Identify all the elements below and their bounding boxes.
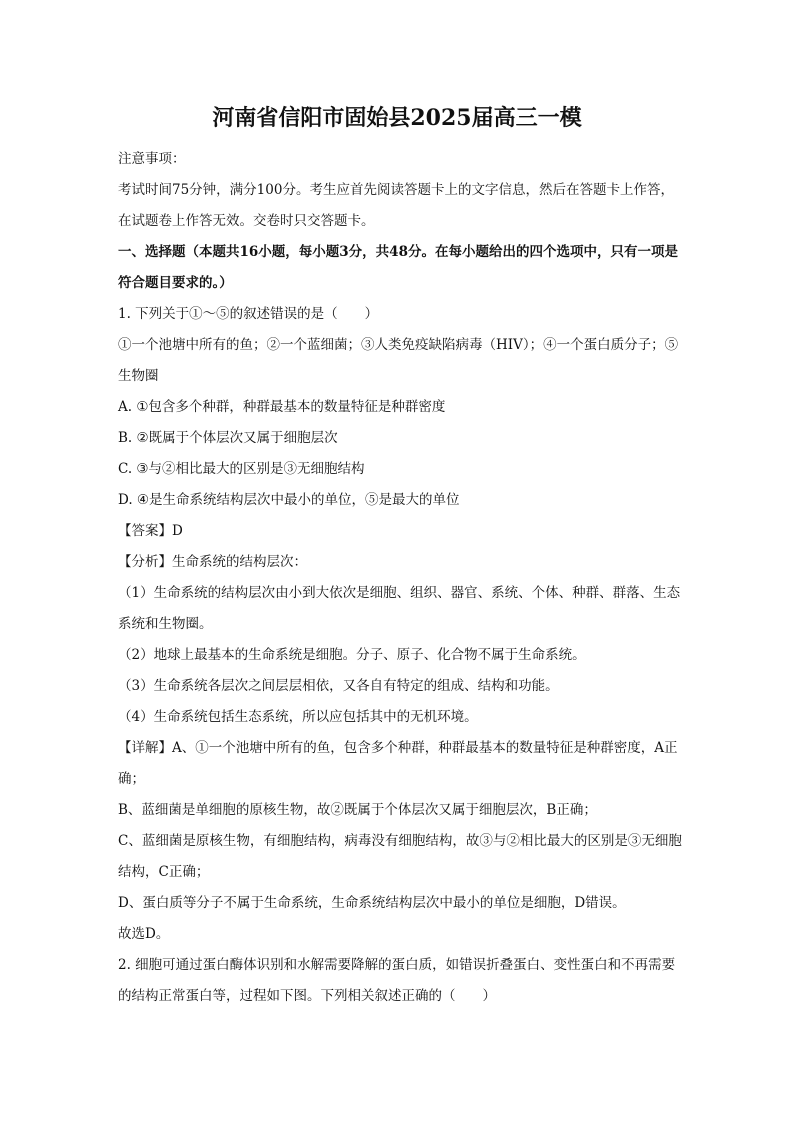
analysis-point: （3）生命系统各层次之间层层相依，又各自有特定的组成、结构和功能。 [118, 678, 559, 694]
analysis-point: （2）地球上最基本的生命系统是细胞。分子、原子、化合物不属于生命系统。 [118, 647, 586, 663]
detail-line: D、蛋白质等分子不属于生命系统，生命系统结构层次中最小的单位是细胞，D错误。 [118, 895, 626, 911]
answer: 【答案】D [118, 523, 183, 539]
question-1-stem: 1. 下列关于①～⑤的叙述错误的是（ ） [118, 306, 379, 322]
option-d: D. ④是生命系统结构层次中最小的单位，⑤是最大的单位 [118, 492, 460, 508]
analysis-point: （4）生命系统包括生态系统，所以应包括其中的无机环境。 [118, 709, 478, 725]
detail-line: 【详解】A、①一个池塘中所有的鱼，包含多个种群，种群最基本的数量特征是种群密度，A正确； [118, 740, 678, 787]
option-a: A. ①包含多个种群，种群最基本的数量特征是种群密度 [118, 399, 446, 415]
detail-line: B、蓝细菌是单细胞的原核生物，故②既属于个体层次又属于细胞层次，B正确； [118, 802, 597, 818]
analysis-heading: 【分析】生命系统的结构层次： [118, 554, 307, 570]
question-1-items: ①一个池塘中所有的鱼；②一个蓝细菌；③人类免疫缺陷病毒（HIV）；④一个蛋白质分子；⑤生物圈 [118, 337, 679, 384]
notice-heading: 注意事项： [118, 151, 186, 167]
detail-line: 故选D。 [118, 926, 170, 942]
option-c: C. ③与②相比最大的区别是③无细胞结构 [118, 461, 365, 477]
section-heading: 一、选择题（本题共16小题，每小题3分，共48分。在每小题给出的四个选项中，只有一项是符合题目要求的。） [118, 244, 678, 291]
option-b: B. ②既属于个体层次又属于细胞层次 [118, 430, 338, 446]
detail-line: C、蓝细菌是原核生物，有细胞结构，病毒没有细胞结构，故③与②相比最大的区别是③无细胞结构，C正确； [118, 833, 682, 880]
question-2-stem: 2. 细胞可通过蛋白酶体识别和水解需要降解的蛋白质，如错误折叠蛋白、变性蛋白和不再需要的结构正常蛋白等，过程如下图。下列相关叙述正确的（ ） [118, 957, 676, 1004]
page-title: 河南省信阳市固始县2025届高三一模 [212, 105, 582, 131]
notice-text: 考试时间75分钟，满分100分。考生应首先阅读答题卡上的文字信息，然后在答题卡上作答，在试题卷上作答无效。交卷时只交答题卡。 [118, 182, 674, 229]
document-body [118, 144, 682, 1012]
analysis-point: （1）生命系统的结构层次由小到大依次是细胞、组织、器官、系统、个体、种群、群落、生态系统和生物圈。 [118, 585, 681, 632]
